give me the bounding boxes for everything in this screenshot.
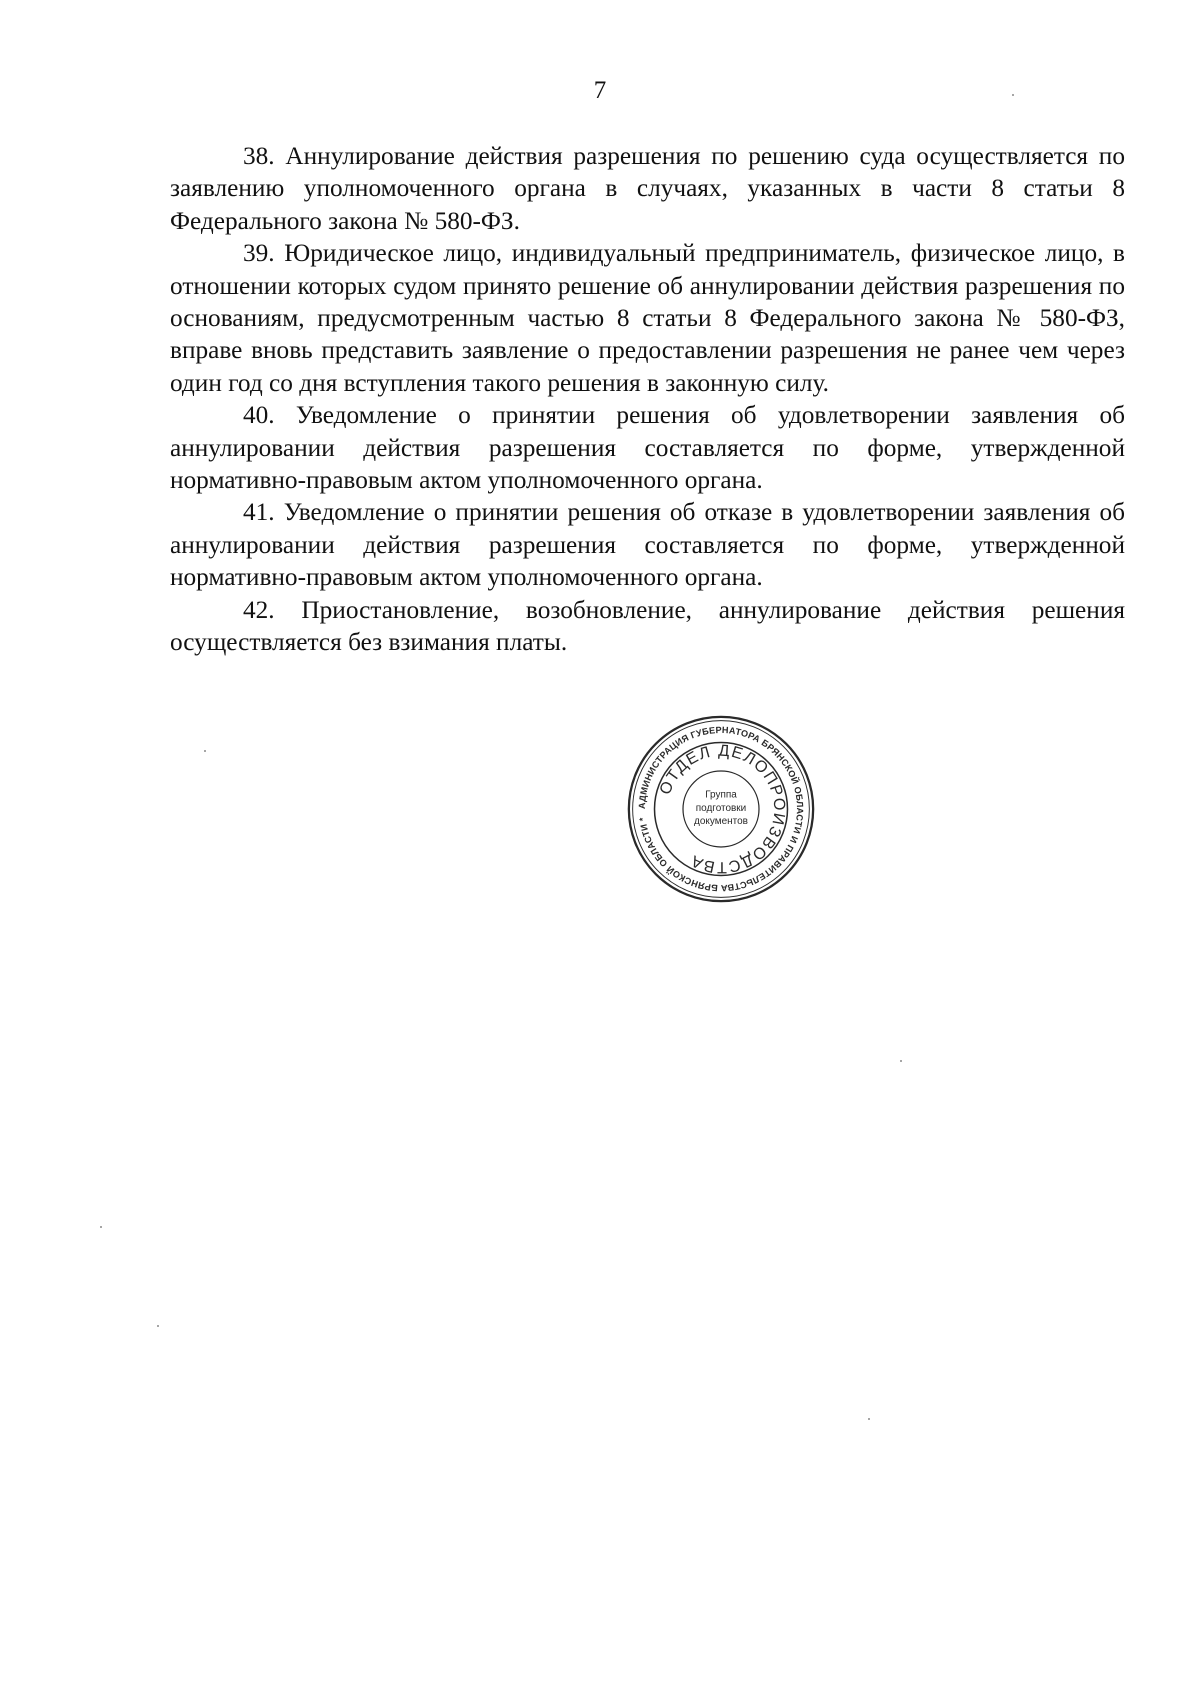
paragraph-40: 40. Уведомление о принятии решения об удовлетворении заявления об аннулировании действия разрешения составляется по форме, утвержденной нормативно-правовым актом уполномоченного органа. [170, 401, 1125, 495]
stamp-seal-icon [626, 714, 816, 904]
paragraph-39: 39. Юридическое лицо, индивидуальный предприниматель, физическое лицо, в отношении которых судом принято решение об аннулировании действия разрешения по основаниям, предусмотренным частью 8 статьи 8 Федерального закона № 580-ФЗ, вправе вновь представить заявление о предоставлении разрешения не ранее чем через один год со дня вступления такого решения в законную силу. [170, 239, 1125, 397]
scan-speck [204, 750, 206, 752]
official-stamp [626, 714, 816, 904]
scan-speck [900, 1060, 902, 1062]
paragraph-38: 38. Аннулирование действия разрешения по решению суда осуществляется по заявлению уполномоченного органа в случаях, указанных в части 8 статьи 8 Федерального закона № 580-ФЗ. [170, 142, 1125, 235]
stamp-outer-text: АДМИНИСТРАЦИЯ ГУБЕРНАТОРА БРЯНСКОЙ ОБЛАСТИ И ПРАВИТЕЛЬСТВА БРЯНСКОЙ ОБЛАСТИ * [636, 724, 806, 894]
scan-speck [1012, 94, 1014, 96]
stamp-inner-text: ОТДЕЛ ДЕЛОПРОИЗВОДСТВА [656, 741, 789, 877]
scan-speck [157, 1325, 159, 1327]
document-body [170, 140, 1125, 659]
paragraph-42: 42. Приостановление, возобновление, аннулирование действия решения осуществляется без взимания платы. [170, 595, 1125, 657]
page-number: 7 [593, 77, 607, 104]
scan-speck [868, 1418, 870, 1420]
stamp-center-line-2: подготовки [695, 802, 747, 814]
stamp-center-line-1: Группа [705, 789, 737, 801]
paragraph-41: 41. Уведомление о принятии решения об отказе в удовлетворении заявления об аннулировании действия разрешения составляется по форме, утвержденной нормативно-правовым актом уполномоченного органа. [170, 498, 1125, 592]
stamp-center-line-3: документов [694, 816, 748, 828]
scan-speck [100, 1226, 102, 1228]
